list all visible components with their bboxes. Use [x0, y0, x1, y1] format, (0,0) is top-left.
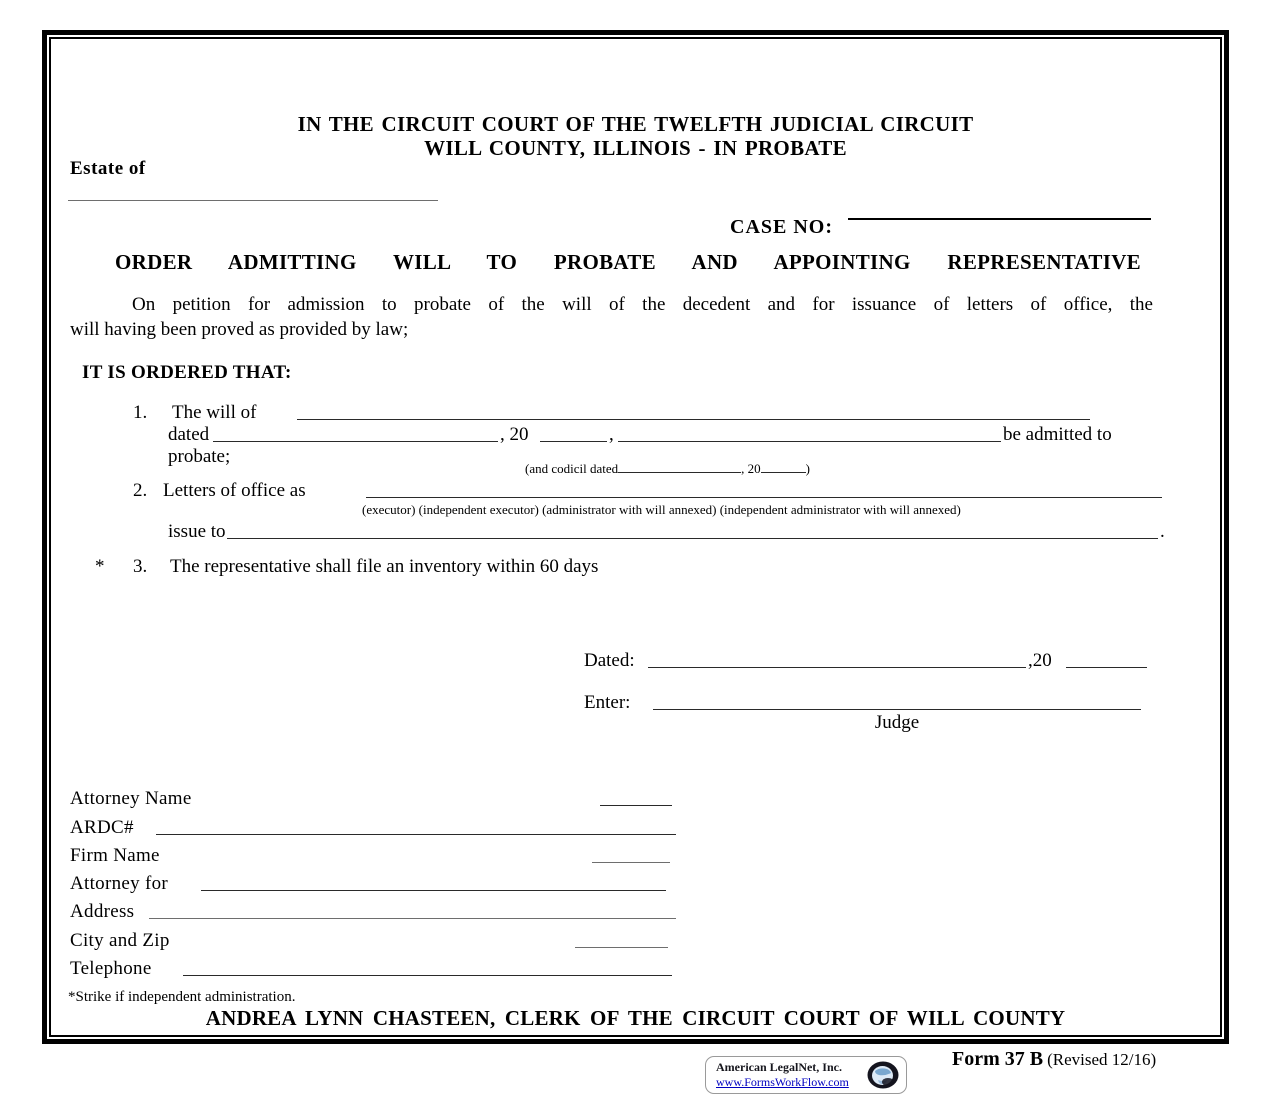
form-revision: (Revised 12/16)	[1047, 1050, 1157, 1069]
court-caption-line1: IN THE CIRCUIT COURT OF THE TWELFTH JUDICIAL CIRCUIT	[297, 112, 974, 136]
globe-icon	[866, 1060, 900, 1090]
estate-of-label: Estate of	[70, 158, 146, 179]
item3-number: 3.	[133, 556, 148, 577]
vendor-name: American LegalNet, Inc.	[716, 1060, 842, 1074]
strike-footnote: *Strike if independent administration.	[68, 989, 296, 1005]
intro-paragraph-line1: On petition for admission to probate of the will of the decedent and for issuance of letters of office, the	[132, 294, 1153, 315]
ordered-heading: IT IS ORDERED THAT:	[82, 362, 292, 383]
dated-label: Dated:	[584, 650, 635, 671]
item3-strike-marker: *	[95, 556, 105, 577]
form-number-line	[952, 1048, 1156, 1071]
item1-comma: ,	[609, 424, 614, 445]
item1-lead: The will of	[172, 402, 257, 423]
firm-name-field[interactable]	[592, 845, 670, 863]
codicil-note	[525, 461, 810, 477]
address-label: Address	[70, 901, 135, 922]
item2-capacity-note: (executor) (independent executor) (administrator with will annexed) (independent administrator with will annexed)	[362, 502, 961, 517]
codicil-year-field[interactable]	[761, 463, 806, 473]
firm-name-label: Firm Name	[70, 845, 160, 866]
case-no-label: CASE NO:	[730, 216, 834, 238]
ardc-field[interactable]	[156, 817, 676, 835]
item1-tail: be admitted to	[1003, 424, 1112, 445]
case-number-field[interactable]	[848, 218, 1151, 220]
court-caption-line2: WILL COUNTY, ILLINOIS - IN PROBATE	[424, 136, 847, 160]
will-of-field[interactable]	[297, 402, 1090, 420]
clerk-line: ANDREA LYNN CHASTEEN, CLERK OF THE CIRCUIT COURT OF WILL COUNTY	[205, 1006, 1066, 1030]
will-year-field[interactable]	[540, 424, 607, 442]
telephone-field[interactable]	[183, 958, 672, 976]
issue-to-field[interactable]	[227, 521, 1158, 539]
dated-field[interactable]	[648, 650, 1026, 668]
will-extra-field[interactable]	[618, 424, 1001, 442]
codicil-suffix: )	[805, 461, 810, 476]
attorney-name-label: Attorney Name	[70, 788, 192, 809]
judge-signature-field[interactable]	[653, 692, 1141, 710]
will-date-field[interactable]	[213, 424, 498, 442]
city-zip-label: City and Zip	[70, 930, 170, 951]
item2-line-end: .	[1160, 521, 1165, 542]
form-title: ORDER ADMITTING WILL TO PROBATE AND APPOINTING REPRESENTATIVE	[115, 250, 1141, 274]
item2-issue-to-label: issue to	[168, 521, 226, 542]
judge-label: Judge	[874, 712, 920, 733]
dated-year-field[interactable]	[1066, 650, 1147, 668]
item1-number: 1.	[133, 402, 148, 423]
address-field[interactable]	[149, 901, 676, 919]
dated-year-label: ,20	[1028, 650, 1052, 671]
item3-text: The representative shall file an inventory within 60 days	[170, 556, 599, 577]
codicil-year: , 20	[741, 461, 761, 476]
codicil-date-field[interactable]	[618, 463, 741, 473]
item1-year-label: , 20	[500, 424, 529, 445]
telephone-label: Telephone	[70, 958, 152, 979]
city-zip-field[interactable]	[575, 930, 668, 948]
estate-name-field[interactable]	[68, 200, 438, 201]
attorney-for-field[interactable]	[201, 873, 666, 891]
codicil-prefix: (and codicil dated	[525, 461, 619, 476]
intro-paragraph-line2: will having been proved as provided by law;	[70, 319, 409, 340]
letters-capacity-field[interactable]	[366, 480, 1162, 498]
item1-dated-label: dated	[168, 424, 210, 445]
form-number: Form 37 B	[952, 1048, 1044, 1070]
vendor-url-link[interactable]: www.FormsWorkFlow.com	[716, 1075, 849, 1089]
ardc-label: ARDC#	[70, 817, 134, 838]
item2-number: 2.	[133, 480, 148, 501]
attorney-name-field[interactable]	[600, 788, 672, 806]
item1-second-line: probate;	[168, 446, 231, 467]
item2-lead: Letters of office as	[163, 480, 306, 501]
vendor-badge	[705, 1056, 907, 1094]
enter-label: Enter:	[584, 692, 631, 713]
attorney-for-label: Attorney for	[70, 873, 169, 894]
